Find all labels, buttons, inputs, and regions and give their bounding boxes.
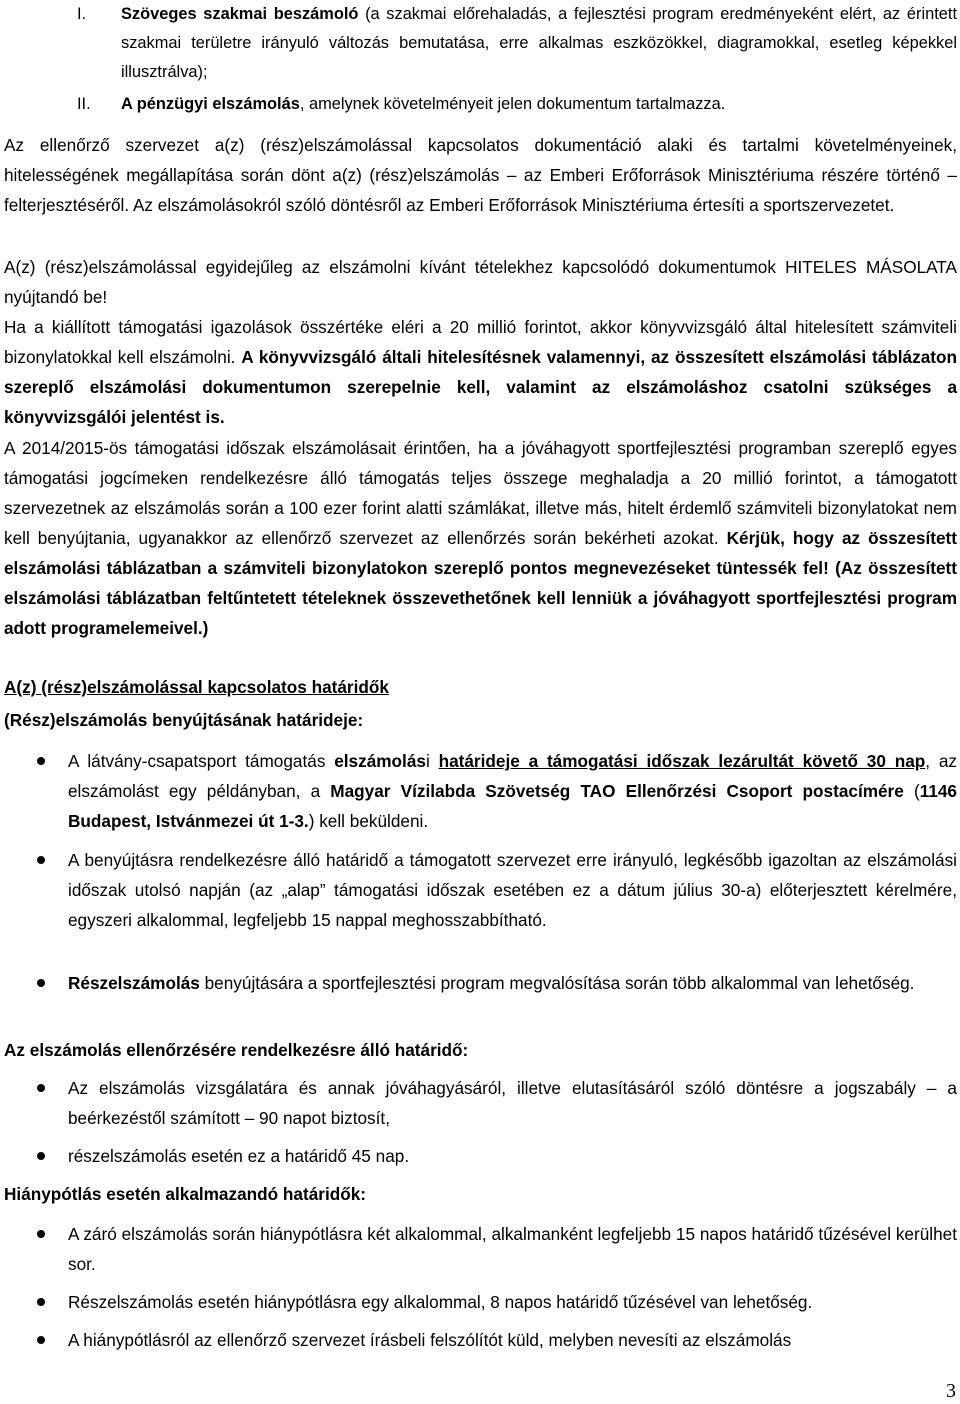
bullet-icon — [37, 856, 45, 864]
bullet-icon — [37, 1230, 45, 1238]
bullet-text: Részelszámolás benyújtására a sportfejlesztési program megvalósítása során több alkalommal van lehetőség. — [68, 973, 915, 993]
paragraph-auditor-plain: Ha a kiállított támogatási igazolások összértéke eléri a 20 millió forintot, akkor könyvvizsgáló által hitelesített számviteli bizonylatokkal kell elszámolni. — [4, 317, 957, 367]
list-item-text — [121, 0, 957, 87]
bullet-text: részelszámolás esetén ez a határidő 45 nap. — [68, 1146, 410, 1166]
bullet-item — [0, 1325, 960, 1355]
list-number: I. — [77, 5, 87, 23]
bullet-item — [0, 1141, 960, 1171]
bullet-text: A látvány-csapatsport támogatás elszámolási határideje a támogatási időszak lezárultát követő 30 nap, az elszámolást egy példányban, a Magyar Vízilabda Szövetség TAO Ellenőrzési Csoport postacímére (1146 Budapest, Istvánmezei út 1-3.) kell beküldeni. — [68, 751, 957, 831]
bullet-item — [0, 1219, 960, 1279]
list-item-1 — [0, 0, 960, 90]
bullet-icon — [37, 979, 45, 987]
list-item-description: , amelynek követelményeit jelen dokumentum tartalmazza. — [299, 95, 726, 113]
paragraph-period-plain: A 2014/2015-ös támogatási időszak elszámolásait érintően, ha a jóváhagyott sportfejlesztési programban szereplő egyes támogatási jogcímeken rendelkezésre álló támogatás teljes összege meghaladja a 20 millió forintot, a támogatott szervezetnek az elszámolás során a 100 ezer forint alatti számlákat, illetve más, hitelt érdemlő számviteli bizonylatokat nem kell benyújtania, ugyanakkor az ellenőrző szervezet az ellenőrzés során bekérheti azokat. — [4, 438, 957, 548]
bullet-item — [0, 845, 960, 965]
page-number: 3 — [946, 1380, 956, 1402]
paragraph-certified-copy: A(z) (rész)elszámolással egyidejűleg az elszámolni kívánt tételekhez kapcsolódó dokumentumok HITELES MÁSOLATA nyújtandó be! — [4, 257, 957, 307]
list-item-2 — [0, 90, 960, 120]
section-heading: A(z) (rész)elszámolással kapcsolatos határidők — [4, 677, 389, 697]
bullet-text: A benyújtásra rendelkezésre álló határidő a támogatott szervezet erre irányuló, legkésőbb igazoltan az elszámolási időszak utolsó napján (az „alap” támogatási időszak esetében ez a dátum július 30-a) előterjesztett kérelmére, egyszeri alkalommal, legfeljebb 15 nappal meghosszabbítható. — [68, 850, 957, 930]
bullet-item — [0, 1287, 960, 1317]
bullet-icon — [37, 1152, 45, 1160]
list-item-description: (a szakmai előrehaladás, a fejlesztési program eredményeként elért, az érintett szakmai területre irányuló változás bemutatása, erre alkalmas eszközökkel, diagramokkal, esetleg képekkel illusztrálva); — [121, 5, 957, 81]
bullet-icon — [37, 757, 45, 765]
bullet-text: Részelszámolás esetén hiánypótlásra egy alkalommal, 8 napos határidő tűzésével van lehetőség. — [68, 1292, 813, 1312]
bullet-icon — [37, 1084, 45, 1092]
list-item-text — [121, 90, 957, 119]
bullet-item — [0, 968, 960, 1028]
bullet-text: A hiánypótlásról az ellenőrző szervezet írásbeli felszólítót küld, melyben nevesíti az elszámolás — [68, 1330, 792, 1350]
paragraph-auditor-bold: A könyvvizsgáló általi hitelesítésnek valamennyi, az összesített elszámolási táblázaton szereplő elszámolási dokumentumon szerepelnie kell, valamint az elszámoláshoz csatolni szükséges a könyvvizsgálói jelentést is. — [4, 347, 957, 427]
list-number: II. — [77, 95, 91, 113]
subheading-submission-deadline: (Rész)elszámolás benyújtásának határideje: — [4, 710, 364, 730]
bullet-text: A záró elszámolás során hiánypótlásra két alkalommal, alkalmanként legfeljebb 15 napos határidő tűzésével kerülhet sor. — [68, 1224, 957, 1274]
paragraph-period — [4, 433, 957, 643]
paragraph-verification: Az ellenőrző szervezet a(z) (rész)elszámolással kapcsolatos dokumentáció alaki és tartalmi követelményeinek, hitelességének megállapítása során dönt a(z) (rész)elszámolás – az Emberi Erőforrások Minisztériuma részére történő – felterjesztéséről. Az elszámolásokról szóló döntésről az Emberi Erőforrások Minisztériuma értesíti a sportszervezetet. — [4, 135, 957, 215]
paragraph-period-bold: Kérjük, hogy az összesített elszámolási táblázatban a számviteli bizonylatokon szereplő pontos megnevezéseket tüntessék fel! (Az összesített elszámolási táblázatban feltűntetett tételeknek összevethetőnek kell lenniük a jóváhagyott sportfejlesztési program adott programelemeivel.) — [4, 528, 957, 638]
bullet-item — [0, 746, 960, 836]
bullet-text: Az elszámolás vizsgálatára és annak jóváhagyásáról, illetve elutasításáról szóló döntésre a jogszabály – a beérkezéstől számított – 90 napot biztosít, — [68, 1078, 957, 1128]
bullet-icon — [37, 1298, 45, 1306]
bullet-icon — [37, 1336, 45, 1344]
paragraph-auditor — [4, 312, 957, 432]
subheading-review-deadline: Az elszámolás ellenőrzésére rendelkezésre álló határidő: — [4, 1040, 469, 1060]
list-item-title: A pénzügyi elszámolás — [121, 95, 300, 113]
subheading-deficiency-deadlines: Hiánypótlás esetén alkalmazandó határidők: — [4, 1184, 367, 1204]
bullet-item — [0, 1073, 960, 1133]
list-item-title: Szöveges szakmai beszámoló — [121, 5, 359, 23]
